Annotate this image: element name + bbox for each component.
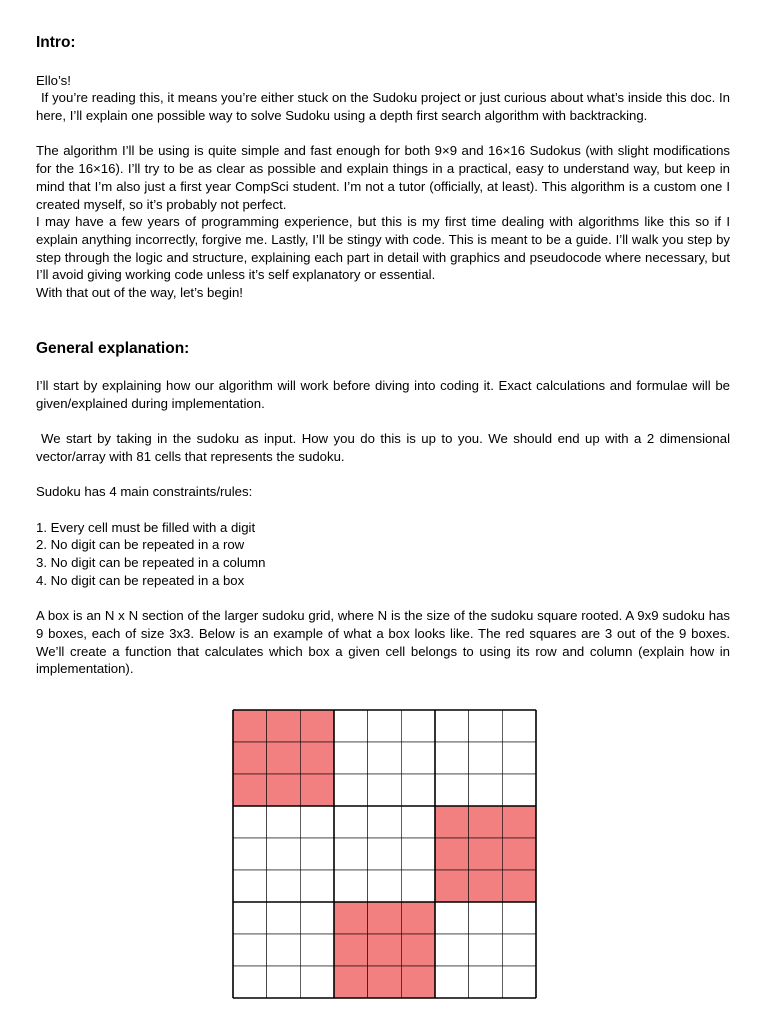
highlighted-cell: [334, 934, 368, 966]
grid-cell: [300, 934, 334, 966]
highlighted-cell: [368, 934, 402, 966]
grid-cell: [300, 806, 334, 838]
highlighted-cell: [502, 838, 536, 870]
grid-cell: [502, 774, 536, 806]
constraints-intro: Sudoku has 4 main constraints/rules:: [36, 484, 253, 500]
document-page: [36, 32, 730, 678]
grid-cell: [233, 838, 267, 870]
grid-cell: [267, 806, 301, 838]
grid-cell: [334, 774, 368, 806]
grid-cell: [267, 966, 301, 998]
sudoku-grid: [232, 709, 537, 999]
grid-cell: [469, 934, 503, 966]
intro-paragraph-1-text: If you’re reading this, it means you’re either stuck on the Sudoku project or just curious about what’s inside this doc. In here, I’ll explain one possible way to solve Sudoku using a depth first search algorithm with backtracking.: [36, 90, 730, 124]
grid-cell: [401, 838, 435, 870]
grid-cell: [401, 806, 435, 838]
grid-cell: [469, 774, 503, 806]
rule-item: 3. No digit can be repeated in a column: [36, 555, 266, 571]
highlighted-cell: [401, 934, 435, 966]
highlighted-cell: [469, 838, 503, 870]
grid-cell: [502, 742, 536, 774]
grid-cell: [334, 742, 368, 774]
grid-cell: [233, 934, 267, 966]
grid-cell: [401, 710, 435, 742]
grid-cell: [267, 838, 301, 870]
intro-paragraph-1: [36, 89, 730, 124]
grid-cell: [334, 806, 368, 838]
grid-cell: [267, 902, 301, 934]
grid-cell: [469, 742, 503, 774]
grid-cell: [469, 710, 503, 742]
grid-cell: [233, 806, 267, 838]
highlighted-cell: [502, 806, 536, 838]
grid-cell: [233, 902, 267, 934]
intro-paragraph-2: The algorithm I’ll be using is quite simple and fast enough for both 9×9 and 16×16 Sudokus (with slight modifications for the 16×16). I’ll try to be as clear as possible and explain things in a practical, easy to understand way, but keep in mind that I’m also just a first year CompSci student. I’m not a tutor (officially, at least). This algorithm is a custom one I created myself, so it’s probably not perfect.: [36, 143, 730, 212]
highlighted-cell: [267, 774, 301, 806]
grid-cell: [300, 870, 334, 902]
highlighted-cell: [435, 838, 469, 870]
general-paragraph-1: I’ll start by explaining how our algorithm will work before diving into coding it. Exact calculations and formulae will be given/explained during implementation.: [36, 378, 730, 411]
highlighted-cell: [401, 966, 435, 998]
intro-greeting: Ello’s!: [36, 72, 71, 88]
grid-cell: [300, 966, 334, 998]
highlighted-cell: [435, 870, 469, 902]
highlighted-cell: [300, 742, 334, 774]
rule-item: 1. Every cell must be filled with a digit: [36, 519, 256, 535]
grid-cell: [401, 774, 435, 806]
highlighted-cell: [300, 774, 334, 806]
grid-cell: [334, 870, 368, 902]
grid-cell: [469, 902, 503, 934]
sudoku-box-diagram: [232, 709, 537, 999]
rule-item: 4. No digit can be repeated in a box: [36, 572, 245, 588]
intro-paragraph-4: With that out of the way, let’s begin!: [36, 285, 243, 301]
highlighted-cell: [267, 742, 301, 774]
grid-cell: [502, 710, 536, 742]
grid-cell: [368, 838, 402, 870]
rule-item: 2. No digit can be repeated in a row: [36, 537, 245, 553]
highlighted-cell: [469, 870, 503, 902]
highlighted-cell: [300, 710, 334, 742]
rules-list: [36, 519, 730, 590]
grid-cell: [435, 934, 469, 966]
grid-cell: [368, 774, 402, 806]
grid-cell: [368, 710, 402, 742]
highlighted-cell: [502, 870, 536, 902]
grid-cell: [368, 870, 402, 902]
grid-cell: [502, 966, 536, 998]
highlighted-cell: [334, 966, 368, 998]
grid-cell: [435, 774, 469, 806]
grid-cell: [435, 902, 469, 934]
grid-cell: [502, 902, 536, 934]
grid-cell: [435, 966, 469, 998]
general-paragraph-2-text: We start by taking in the sudoku as input. How you do this is up to you. We should end up with a 2 dimensional vector/array with 81 cells that represents the sudoku.: [36, 431, 730, 464]
grid-cell: [233, 966, 267, 998]
grid-cell: [300, 902, 334, 934]
highlighted-cell: [368, 902, 402, 934]
highlighted-cell: [233, 774, 267, 806]
grid-cell: [300, 838, 334, 870]
grid-cell: [334, 838, 368, 870]
grid-cell: [469, 966, 503, 998]
highlighted-cell: [401, 902, 435, 934]
grid-cell: [368, 806, 402, 838]
intro-heading: Intro:: [36, 34, 76, 51]
highlighted-cell: [435, 806, 469, 838]
grid-cell: [267, 870, 301, 902]
general-heading: General explanation:: [36, 339, 190, 357]
grid-cell: [435, 710, 469, 742]
grid-cell: [502, 934, 536, 966]
highlighted-cell: [267, 710, 301, 742]
grid-cell: [401, 870, 435, 902]
highlighted-cell: [233, 742, 267, 774]
highlighted-cell: [233, 710, 267, 742]
intro-paragraph-3: I may have a few years of programming experience, but this is my first time dealing with algorithms like this so if I explain anything incorrectly, forgive me. Lastly, I’ll be stingy with code. This is meant to be a guide. I’ll walk you step by step through the logic and structure, explaining each part in detail with graphics and pseudocode where necessary, but I’ll avoid giving working code unless it’s self explanatory or essential.: [36, 214, 730, 283]
highlighted-cell: [368, 966, 402, 998]
grid-cell: [368, 742, 402, 774]
grid-cell: [435, 742, 469, 774]
grid-cell: [334, 710, 368, 742]
highlighted-cell: [334, 902, 368, 934]
grid-cell: [267, 934, 301, 966]
highlighted-cell: [469, 806, 503, 838]
grid-cell: [233, 870, 267, 902]
general-paragraph-3: A box is an N x N section of the larger sudoku grid, where N is the size of the sudoku square rooted. A 9x9 sudoku has 9 boxes, each of size 3x3. Below is an example of what a box looks like. The red squares are 3 out of the 9 boxes. We’ll create a function that calculates which box a given cell belongs to using its row and column (explain how in implementation).: [36, 608, 730, 677]
grid-cell: [401, 742, 435, 774]
general-paragraph-2: [36, 430, 730, 465]
